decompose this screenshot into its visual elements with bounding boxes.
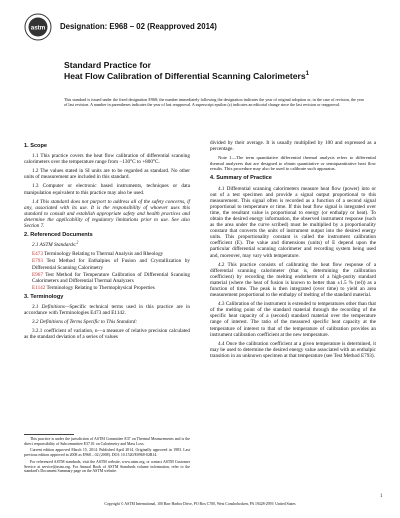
- para-4-3: 4.3 Calibration of the instrument is extended to temperatures other than that of the melting point of the standard material through the recording of the specific heat capacity of a (second) standard material over the temperature range of interest. The ratio of the measured specific heat capacity at the temperature of interest to that of the temperature of calibration provides an instrument calibration coefficient at the new temperature.: [210, 301, 376, 338]
- title-text: Heat Flow Calibration of Differential Scanning Calorimeters: [64, 71, 306, 81]
- para-4-4: 4.4 Once the calibration coefficient at a given temperature is determined, it may be used to determine the desired energy value associated with an enthalpic transition in an unknown specimen at that temperature (see Test Method E793).: [210, 340, 376, 359]
- para-1-2: 1.2 The values stated in SI units are to be regarded as standard. No other units of measurement are included in this standard.: [24, 168, 190, 181]
- para-continued: divided by their average. It is usually multiplied by 100 and expressed as a percentage.: [210, 140, 376, 153]
- para-2-1: [24, 242, 190, 248]
- reference-title: Test Method for Enthalpies of Fusion and Crystallization by Differential Scanning Calorimetry: [32, 258, 190, 271]
- left-column: [24, 140, 190, 343]
- note-1: Note 1—The term quantitative differential thermal analysis refers to differential thermal analyzers that are designed to obtain quantitative or semiquantitative heat flow results. This procedure may also be used to calibrate such apparatus.: [210, 155, 376, 171]
- footnote-2: For referenced ASTM standards, visit the ASTM website, www.astm.org, or contact ASTM Customer Service at service@astm.org. For Annual Book of ASTM Standards volume information, refer to the standard's Document Summary page on the ASTM website.: [24, 459, 190, 474]
- designation-line: Designation: E968 – 02 (Reapproved 2014): [60, 22, 217, 31]
- reference-link[interactable]: E473: [32, 251, 43, 258]
- title-footnote-mark: 1: [305, 71, 309, 78]
- referenced-documents-heading: 2. Referenced Documents: [24, 232, 93, 239]
- reference-item: [24, 258, 190, 270]
- para-1-4: 1.4 This standard does not purport to address all of the safety concerns, if any, associated with its use. It is the responsibility of whoever uses this standard to consult and establish appropriate safety and health practices and determine the applicability of regulatory limitations prior to use. See also Section 7.: [24, 198, 190, 230]
- issuance-notice: This standard is issued under the fixed designation E968; the number immediately following the designation indicates the year of original adoption or, in the case of revision, the year of last revision. A number in parentheses indicates the year of last reapproval. A superscript epsilon (ε) indicates an editorial change since the last revision or reapproval.: [64, 97, 364, 108]
- para-3-1-lead: 3.1 Definitions—: [32, 303, 70, 310]
- footnote-2-mark: 2: [76, 240, 79, 245]
- reference-link[interactable]: E793: [32, 258, 43, 265]
- para-3-1: [24, 304, 190, 316]
- right-column: [210, 140, 376, 362]
- reference-link[interactable]: E967: [32, 271, 43, 278]
- footnote-1: This practice is under the jurisdiction of ASTM Committee E37 on Thermal Measurements and is the direct responsibility of Subcommittee E37.01 on Calorimetry and Mass Loss.: [24, 437, 190, 446]
- para-1-3: 1.3 Computer or electronic based instruments, techniques or data manipulation equivalent to this practice may also be used.: [24, 183, 190, 196]
- title-line-2: [64, 71, 309, 81]
- para-3-1-text: Specific technical terms used in this practice are in accordance with Terminologies E473 and E1142.: [24, 303, 191, 317]
- reference-list: [24, 251, 190, 291]
- svg-text:astm: astm: [30, 24, 46, 32]
- footnote-divider: [24, 434, 74, 435]
- para-2-1-text: 2.1 ASTM Standards:: [32, 242, 77, 249]
- reference-title: Terminology Relating to Thermal Analysis and Rheology: [42, 251, 164, 258]
- footnote-1b: Current edition approved March 15, 2014. Published April 2014. Originally approved in 1983. Last previous edition approved in 2008 as E968 – 02 (2008). DOI: 10.1520/E0968-02R14.: [24, 448, 190, 458]
- para-4-1: 4.1 Differential scanning calorimeters measure heat flow (power) into or out of a test specimen and provide a signal output proportional to this measurement. This signal often is recorded as a function of a second signal proportional to temperature or time. If this heat flow signal is integrated over time, the resultant value is proportional to energy (or enthalpy or heat). To obtain the desired energy information, the observed instrument response (such as the area under the curve scribed) must be multiplied by a proportionality constant that converts the units of instrument output into the desired energy units. This proportionality constant is called the instrument calibration coefficient (E). The value and dimensions (units) of E depend upon the particular differential scanning calorimeter and recording system being used and, moreover, may vary with temperature.: [210, 185, 376, 259]
- reference-title: Terminology Relating to Thermophysical Properties: [45, 284, 155, 291]
- title-line-1: Standard Practice for: [64, 60, 151, 70]
- para-3-2: 3.2 Definitions of Terms Specific to This Standard:: [32, 319, 138, 326]
- reference-item: [24, 285, 190, 291]
- reference-link[interactable]: E1142: [32, 284, 46, 291]
- footnotes: [24, 434, 190, 476]
- terminology-heading: 3. Terminology: [24, 293, 64, 300]
- scope-heading: 1. Scope: [24, 143, 48, 149]
- para-4-2: 4.2 This practice consists of calibrating the heat flow response of a differential scanning calorimeter (that is, determining the calibration coefficient) by recording the melting endotherm of a high-purity standard material (where the heat of fusion is known to better than ±1.5 % (rel)) as a function of time. The peak is then integrated (over time) to yield an area measurement proportional to the enthalpy of melting of the standard material.: [210, 261, 376, 299]
- page-number: 1: [380, 494, 383, 499]
- copyright-line: Copyright © ASTM International, 100 Barr Harbor Drive, PO Box C700, West Conshohocken, PA 19428-2959. United States: [104, 502, 296, 506]
- reference-item: [24, 272, 190, 284]
- para-1-1: 1.1 This practice covers the heat flow calibration of differential scanning calorimeters over the temperature range from −130°C to +800°C.: [24, 153, 190, 166]
- reference-title: Test Method for Temperature Calibration of Differential Scanning Calorimeters and Differential Thermal Analyzers: [32, 271, 190, 284]
- reference-item: [24, 251, 190, 257]
- para-3-2-1: 3.2.1 coefficient of variation, n—a measure of relative precision calculated as the standard deviation of a series of values: [24, 328, 190, 341]
- summary-heading: 4. Summary of Practice: [210, 175, 272, 182]
- astm-logo: [24, 13, 52, 41]
